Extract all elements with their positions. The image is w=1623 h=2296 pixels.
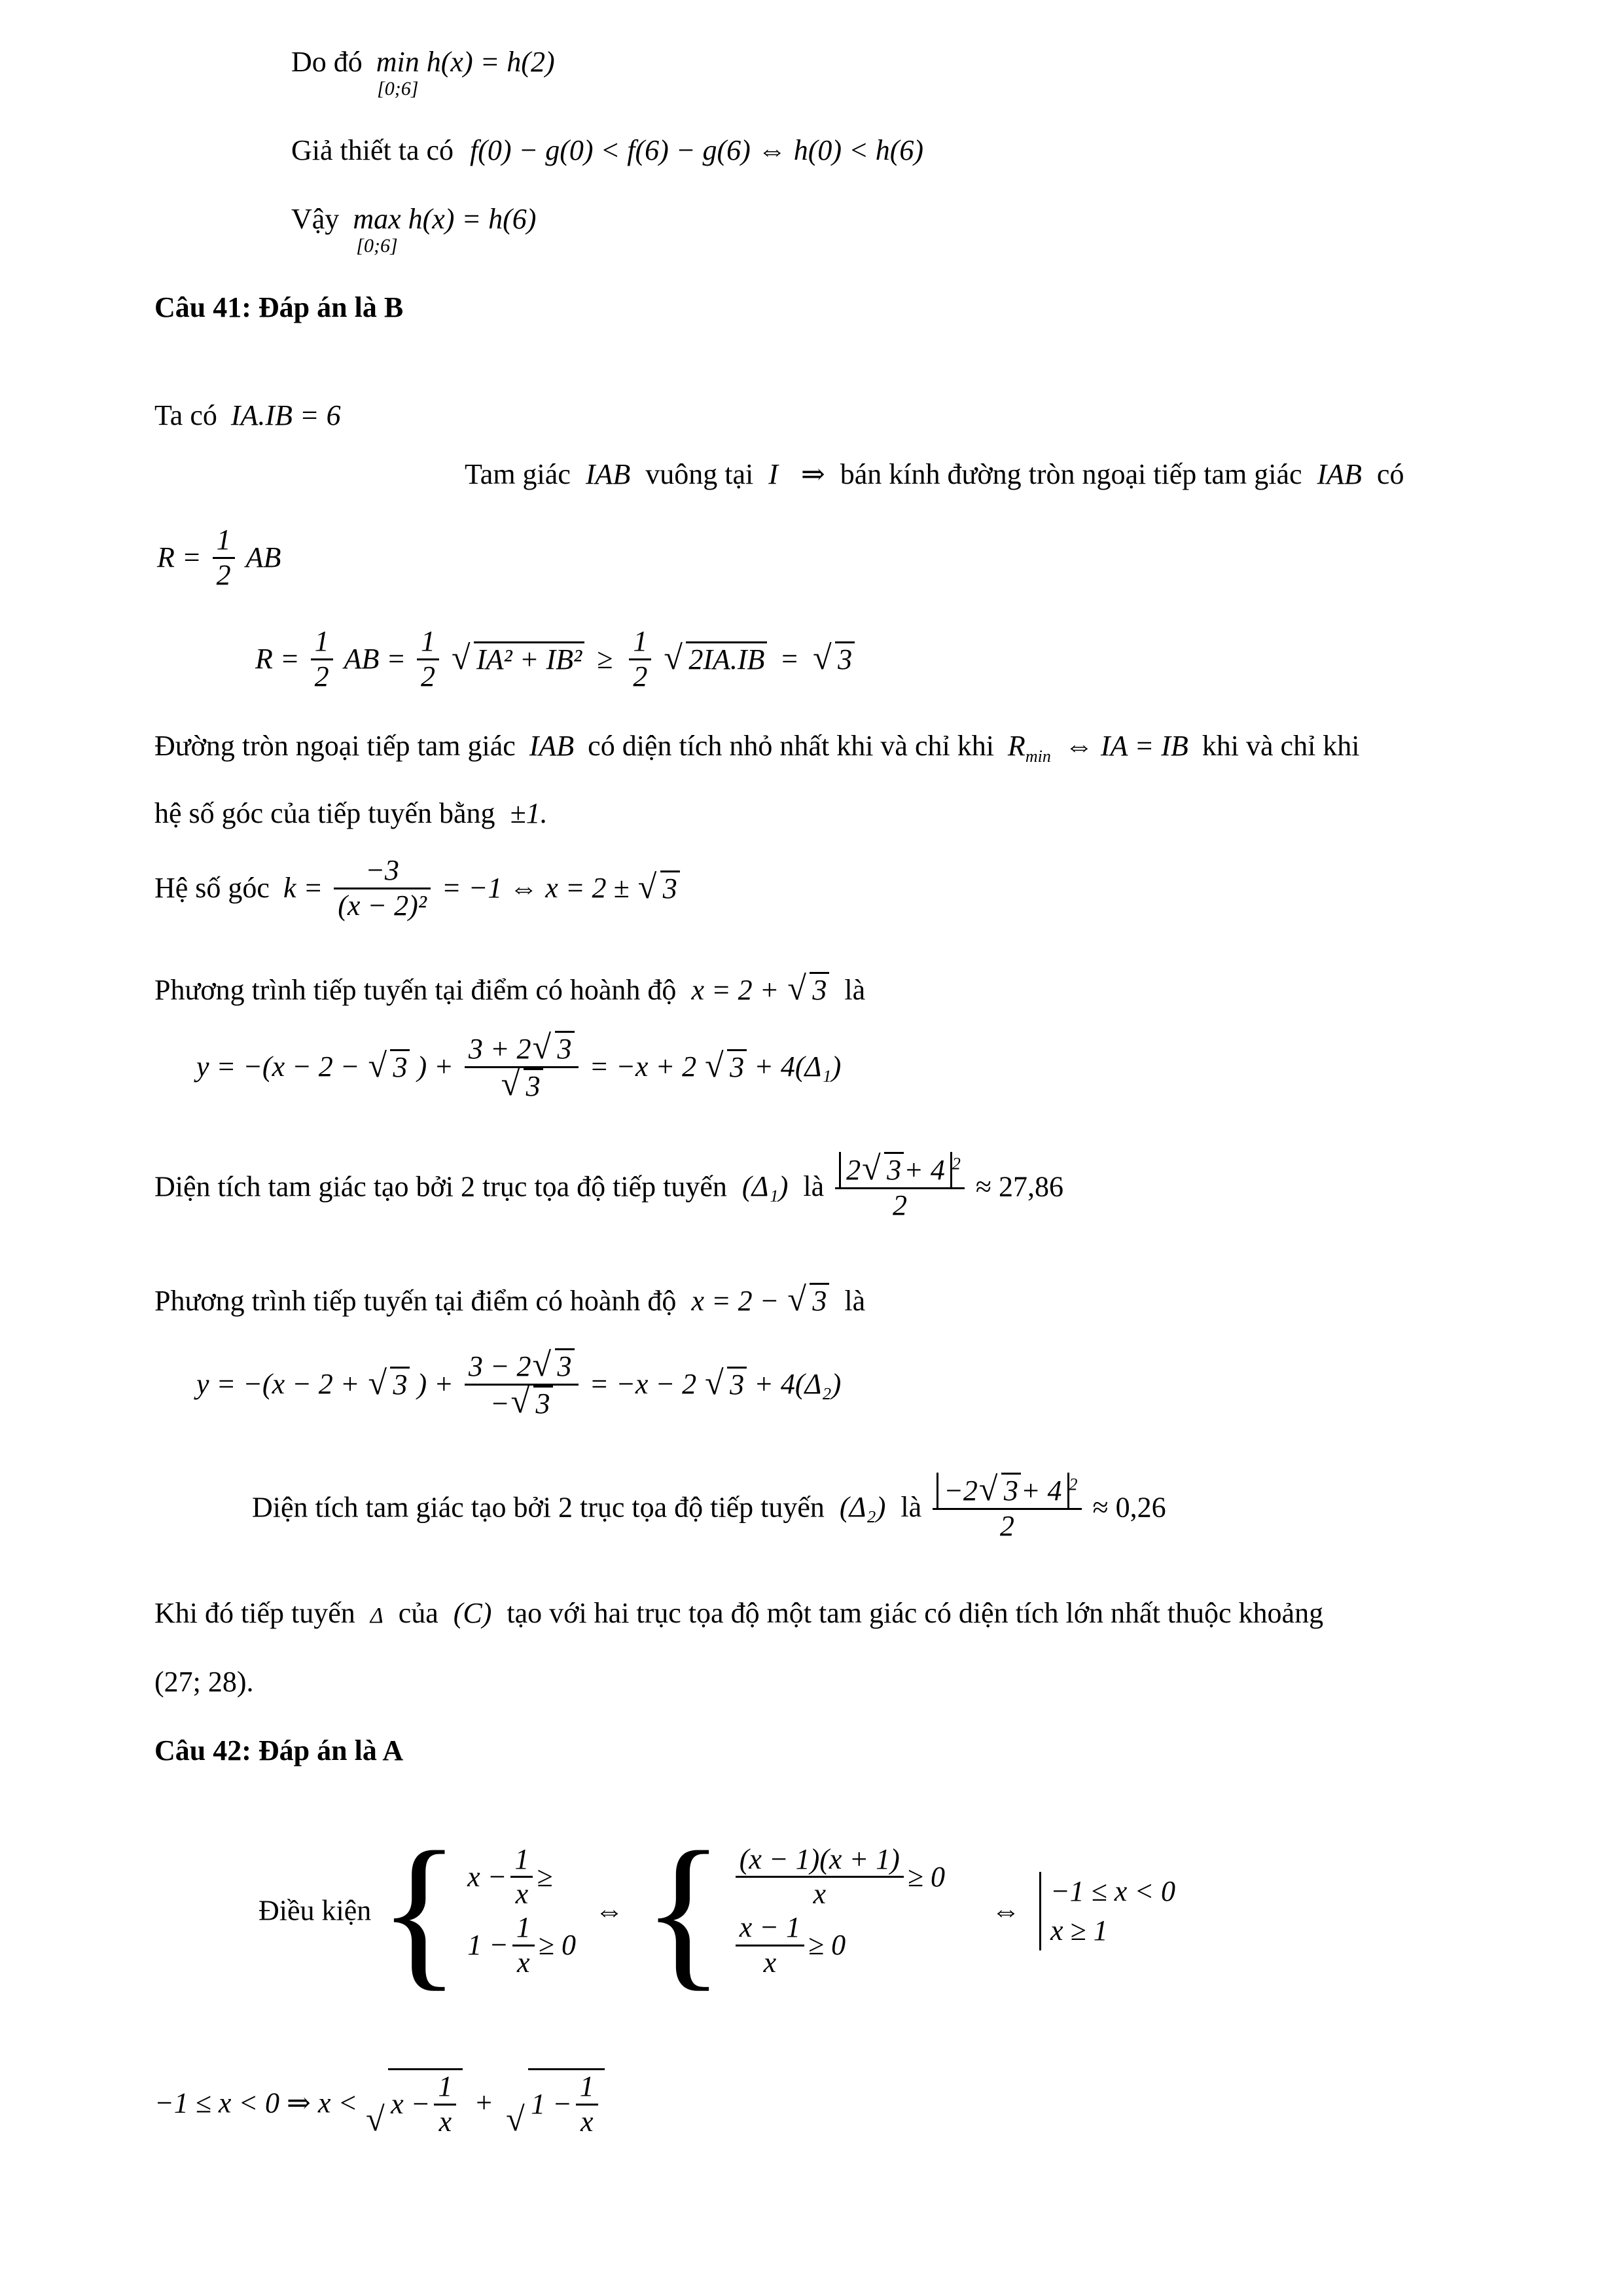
system-1: x − $\frac{1}{x}$ ≥ 1 − $\frac{1}{x}$ ≥ 0 (467, 1842, 576, 1979)
line-area-1: Diện tích tam giác tạo bởi 2 trục tọa độ tiếp tuyến (Δ₁) là $\frac{2√ 3+ 4 ^2}{2}$ ≈ 27,86 (154, 1152, 1063, 1222)
math: f(0) − g(0) < f(6) − g(6) ⇔ h(0) < h(6) (470, 134, 924, 166)
formula-tangent-1: y = −(x − 2 − √ 3 ) + 3 + 2√ 3 √ 3 = −x + 2 √ 3 + 4(Δ₁) (196, 1031, 841, 1103)
sqrt: √ 3 (787, 972, 829, 1007)
fraction: $\frac{3 - 2√ 3}{-√ 3}$ (465, 1348, 579, 1420)
math: h(x) = h(2) (426, 46, 555, 78)
question-41-heading: Câu 41: Đáp án là B (154, 291, 404, 323)
system-3: −1 ≤ x < 0 x ≥ 1 (1039, 1872, 1175, 1950)
line-triangle: Tam giác IAB vuông tại I ⇒ bán kính đường tròn ngoại tiếp tam giác IAB có (465, 458, 1404, 490)
sqrt: √ 3 (705, 1367, 747, 1402)
sqrt: √ 3 (368, 1367, 410, 1402)
math: h(x) = h(6) (408, 203, 537, 235)
left-brace: { (642, 1817, 724, 2005)
fraction: $\frac{2√ 3+ 4 ^2}{2}$ (835, 1152, 965, 1222)
line-tangent-1: Phương trình tiếp tuyến tại điểm có hoành độ x = 2 + √ 3 là (154, 972, 865, 1007)
line-circle-min: Đường tròn ngoại tiếp tam giác IAB có diện tích nhỏ nhất khi và chỉ khi $R_{min}$ ⇔ IA = IB khi và chỉ khi (154, 730, 1360, 766)
sqrt: √ IA² + IB² (452, 641, 584, 677)
question-42-heading: Câu 42: Đáp án là A (154, 1734, 404, 1767)
r-min: $R_{min}$ (1007, 730, 1051, 766)
sqrt: √ 2IA.IB (664, 641, 767, 677)
system-2: $\frac{(x - 1)(x + 1)}{x}$ ≥ 0 $\frac{x - 1}{x}$ ≥ 0 (732, 1843, 945, 1979)
fraction: $\frac{1}{2}$ (417, 625, 439, 693)
line-hypothesis (291, 134, 923, 168)
sqrt: √ x − $\frac{1}{x}$ (366, 2068, 463, 2138)
text: Vậy (291, 203, 340, 235)
max-operator: max [0;6] (353, 203, 401, 257)
line-tangent-2: Phương trình tiếp tuyến tại điểm có hoành độ x = 2 − √ 3 là (154, 1283, 865, 1318)
fraction: $\frac{1}{2}$ (629, 625, 651, 693)
fraction: $\frac{1}{2}$ (213, 524, 235, 592)
text: Giả thiết ta có (291, 134, 454, 166)
sqrt: √ 3 (705, 1049, 747, 1085)
line-min (291, 46, 555, 99)
line-slope: hệ số góc của tiếp tuyến bằng ±1. (154, 797, 548, 829)
sqrt: √ 3 (787, 1283, 829, 1318)
formula-tangent-2: y = −(x − 2 + √ 3 ) + $\frac{3 - 2√ 3}{-√ 3}$ = −x − 2 √ 3 + 4(Δ₂) (196, 1348, 841, 1420)
sqrt: √ 3 (638, 870, 680, 906)
line-conclusion: Khi đó tiếp tuyến Δ của (C) tạo với hai trục tọa độ một tam giác có diện tích lớn nhất thuộc khoảng (154, 1597, 1324, 1629)
fraction: $\frac{-3}{\text{(x − 2)²}}$ (334, 854, 431, 922)
fraction: 3 + 2√ 3 √ 3 (465, 1031, 579, 1103)
min-operator: min [0;6] (376, 46, 419, 99)
line-ia-ib: Ta có IA.IB = 6 (154, 399, 341, 431)
left-brace: { (378, 1817, 461, 2005)
formula-slope: Hệ số góc k = $\frac{-3}{\text{(x − 2)²}}$ = −1 ⇔ x = 2 ± √ 3 (154, 854, 680, 922)
line-area-2: Diện tích tam giác tạo bởi 2 trục tọa độ tiếp tuyến (Δ₂) là $\frac{-2√ 3+ 4 ^2}{2}$ ≈ 0,26 (252, 1473, 1166, 1543)
sqrt: √ 3 (813, 641, 855, 677)
fraction: $\frac{1}{2}$ (311, 625, 333, 693)
text: Do đó (291, 46, 363, 78)
line-max (291, 203, 536, 256)
fraction: $\frac{-2√ 3+ 4 ^2}{2}$ (933, 1473, 1081, 1543)
line-interval: (27; 28). (154, 1666, 254, 1698)
sqrt: √ 3 (368, 1049, 410, 1085)
sqrt: √ 1 − $\frac{1}{x}$ (506, 2068, 605, 2138)
formula-r-inequality: R = $\frac{1}{2}$ AB = $\frac{1}{2}$ √ IA² + IB² ≥ $\frac{1}{2}$ √ 2IA.IB = √ 3 (255, 625, 855, 693)
formula-final: −1 ≤ x < 0 ⇒ x < √ x − $\frac{1}{x}$ + √ 1 − $\frac{1}{x}$ (154, 2068, 605, 2138)
line-condition: Điều kiện { x − $\frac{1}{x}$ ≥ 1 − $\frac{1}{x}$ ≥ 0 ⇔ { $\frac{(x - 1)(x + 1)}{x}$ ≥ 0 $\frac{x - 1}{x}$ ≥ 0 ⇔ −1 ≤ x < 0 x ≥ 1 (259, 1817, 1176, 2005)
formula-r: R = $\frac{1}{2}$ AB (157, 524, 281, 591)
